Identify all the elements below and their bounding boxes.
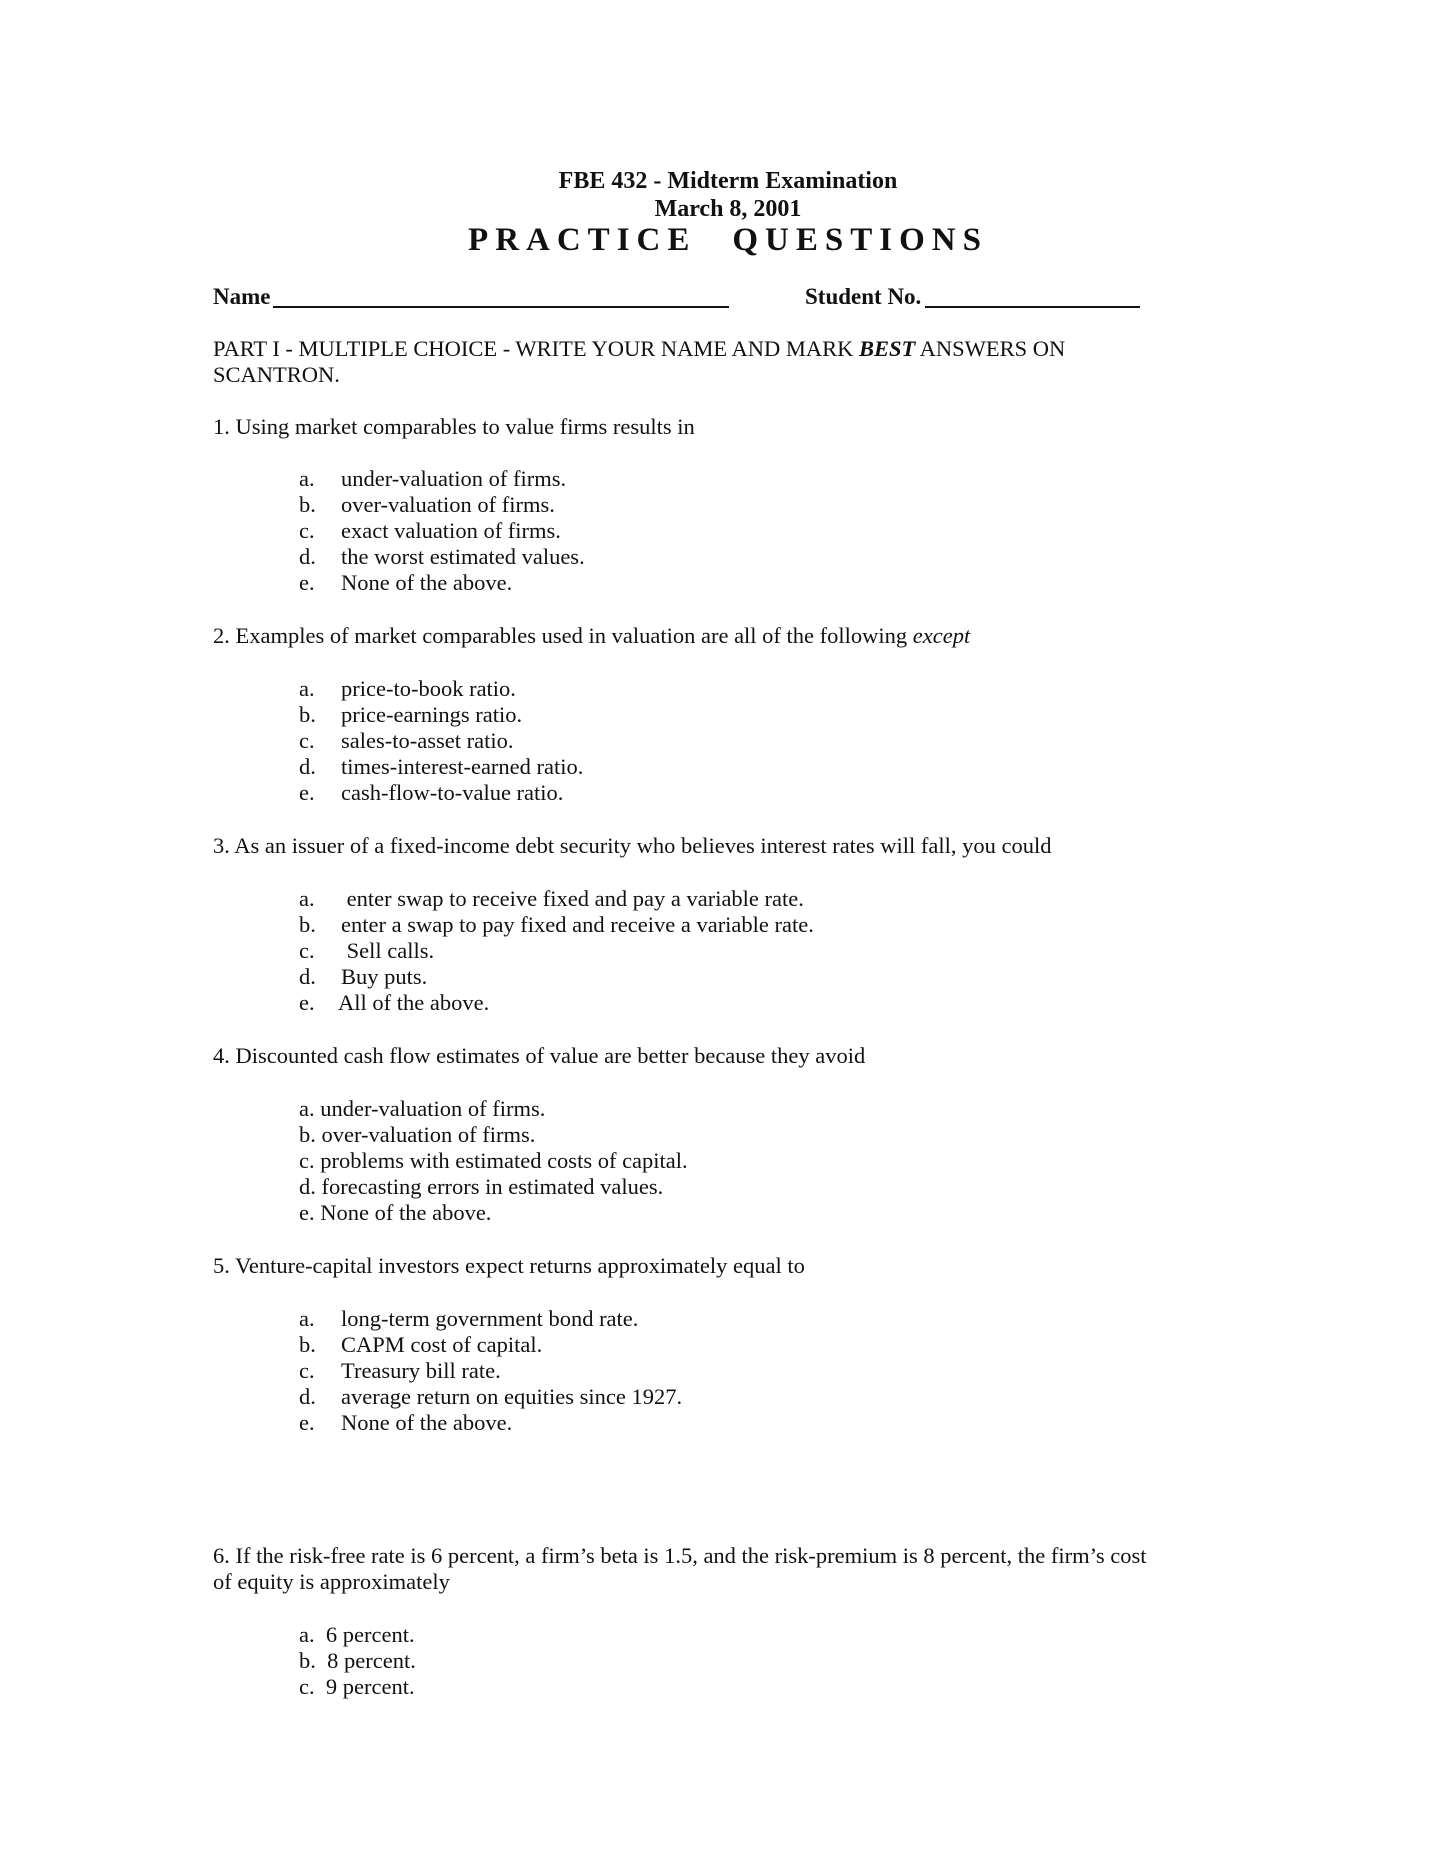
option-text: exact valuation of firms. <box>341 518 561 543</box>
option-text: Treasury bill rate. <box>341 1358 501 1383</box>
practice-questions-heading <box>0 222 1456 259</box>
part-instructions-line2: SCANTRON. <box>213 362 340 387</box>
option-letter[interactable]: c. <box>299 518 315 543</box>
option-letter[interactable]: e. <box>299 570 315 595</box>
option-text: the worst estimated values. <box>341 544 585 569</box>
option-text: sales-to-asset ratio. <box>341 728 514 753</box>
question-6-stem-line1: 6. If the risk-free rate is 6 percent, a firm’s beta is 1.5, and the risk-premium is 8 percent, the firm’s cost <box>213 1543 1147 1568</box>
student-no-label: Student No. <box>805 284 922 309</box>
option-text: Buy puts. <box>341 964 428 989</box>
option-item[interactable]: c. problems with estimated costs of capital. <box>299 1148 688 1173</box>
option-text: price-to-book ratio. <box>341 676 516 701</box>
option-letter[interactable]: d. <box>299 544 316 569</box>
heading-word-1: PRACTICE <box>468 222 697 258</box>
option-letter[interactable]: b. <box>299 912 316 937</box>
option-letter[interactable]: a. <box>299 676 315 701</box>
option-text: enter swap to receive fixed and pay a variable rate. <box>341 886 804 911</box>
option-letter[interactable]: e. <box>299 1410 315 1435</box>
question-4-stem: 4. Discounted cash flow estimates of value are better because they avoid <box>213 1043 866 1068</box>
question-3-stem: 3. As an issuer of a fixed-income debt security who believes interest rates will fall, you could <box>213 833 1052 858</box>
option-letter[interactable]: a. <box>299 466 315 491</box>
option-letter[interactable]: b. <box>299 1332 316 1357</box>
option-item[interactable]: b. over-valuation of firms. <box>299 1122 536 1147</box>
name-label: Name <box>213 284 271 309</box>
option-letter[interactable]: e. <box>299 780 315 805</box>
option-text: under-valuation of firms. <box>341 466 567 491</box>
part-instructions <box>213 336 1065 362</box>
question-2-stem-emphasis: except <box>912 623 971 648</box>
option-letter[interactable]: d. <box>299 754 316 779</box>
option-letter[interactable]: c. <box>299 1358 315 1383</box>
part-instructions-emphasis: BEST <box>858 336 916 361</box>
option-text: price-earnings ratio. <box>341 702 523 727</box>
student-no-field[interactable] <box>925 306 1140 308</box>
option-letter[interactable]: b. <box>299 702 316 727</box>
option-text: None of the above. <box>341 570 513 595</box>
option-letter[interactable]: c. <box>299 728 315 753</box>
option-letter[interactable]: a. <box>299 1306 315 1331</box>
exam-course-title: FBE 432 - Midterm Examination <box>558 168 898 194</box>
question-6-stem-line2: of equity is approximately <box>213 1569 450 1594</box>
option-text: Sell calls. <box>341 938 435 963</box>
option-item[interactable]: d. forecasting errors in estimated values. <box>299 1174 664 1199</box>
name-field[interactable] <box>273 306 729 308</box>
option-text: long-term government bond rate. <box>341 1306 639 1331</box>
option-letter[interactable]: c. <box>299 938 315 963</box>
option-text: All of the above. <box>338 990 490 1015</box>
question-1-stem: 1. Using market comparables to value firms results in <box>213 414 695 439</box>
option-item[interactable]: b. 8 percent. <box>299 1648 416 1673</box>
exam-date: March 8, 2001 <box>654 196 802 222</box>
option-text: over-valuation of firms. <box>341 492 555 517</box>
option-text: None of the above. <box>341 1410 513 1435</box>
option-letter[interactable]: e. <box>299 990 315 1015</box>
option-letter[interactable]: b. <box>299 492 316 517</box>
question-2-stem <box>213 623 970 649</box>
option-text: CAPM cost of capital. <box>341 1332 543 1357</box>
question-5-stem: 5. Venture-capital investors expect returns approximately equal to <box>213 1253 805 1278</box>
part-instructions-suffix: ANSWERS ON <box>915 336 1066 361</box>
option-letter[interactable]: d. <box>299 964 316 989</box>
part-instructions-prefix: PART I - MULTIPLE CHOICE - WRITE YOUR NAME AND MARK <box>213 336 859 361</box>
option-text: average return on equities since 1927. <box>341 1384 683 1409</box>
option-item[interactable]: c. 9 percent. <box>299 1674 415 1699</box>
heading-word-2: QUESTIONS <box>732 222 988 258</box>
option-text: cash-flow-to-value ratio. <box>341 780 564 805</box>
option-item[interactable]: a. 6 percent. <box>299 1622 415 1647</box>
option-text: times-interest-earned ratio. <box>341 754 584 779</box>
option-item[interactable]: e. None of the above. <box>299 1200 492 1225</box>
option-letter[interactable]: d. <box>299 1384 316 1409</box>
option-item[interactable]: a. under-valuation of firms. <box>299 1096 546 1121</box>
question-2-stem-text: 2. Examples of market comparables used in valuation are all of the following <box>213 623 913 648</box>
option-letter[interactable]: a. <box>299 886 315 911</box>
option-text: enter a swap to pay fixed and receive a variable rate. <box>341 912 814 937</box>
